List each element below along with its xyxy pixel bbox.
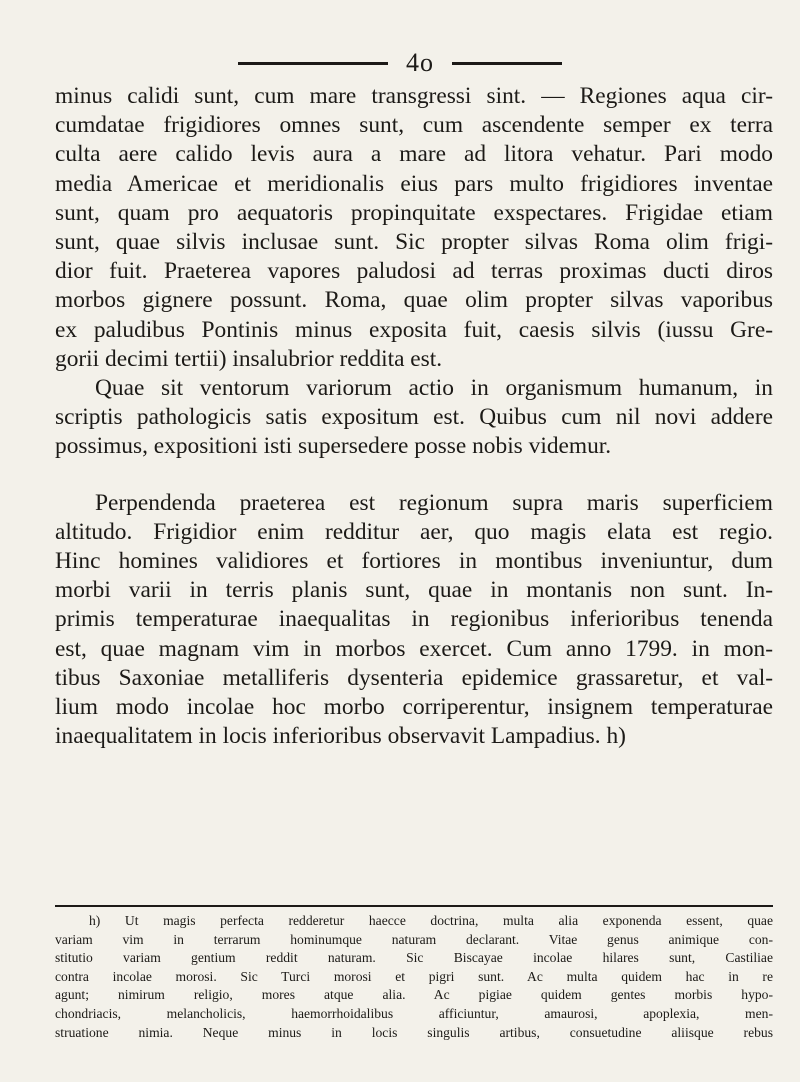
paragraph-1 [55,82,773,374]
footnote-line: h) Ut magis perfecta redderetur haecce doctrina, multa alia exponenda essent, quae [89,913,773,928]
text-line: Quae sit ventorum variorum actio in organismum humanum, in [95,375,773,402]
text-line: morbos gignere possunt. Roma, quae olim propter silvas vaporibus [55,287,773,314]
footnote-line: struatione nimia. Neque minus in locis singulis artibus, consuetudine aliisque rebus [55,1024,773,1040]
text-line: tibus Saxoniae metalliferis dysenteria epidemice grassaretur, et val- [55,664,773,691]
text-line: media Americae et meridionalis eius pars multo frigidiores inventae [55,170,773,197]
text-line: scriptis pathologicis satis expositum est. Quibus cum nil novi addere [55,404,773,431]
footnote-line: stitutio variam gentium reddit naturam. Sic Biscayae incolae hilares sunt, Castiliae [55,950,773,966]
text-line: Perpendenda praeterea est regionum supra maris superficiem [95,489,773,516]
text-line: dior fuit. Praeterea vapores paludosi ad terras proximas ducti diros [55,258,773,285]
footnote-line: contra incolae morosi. Sic Turci morosi et pigri sunt. Ac multa quidem hac in re [55,968,773,984]
text-line: altitudo. Frigidior enim redditur aer, quo magis elata est regio. [55,518,773,545]
text-line: gorii decimi tertii) insalubrior reddita est. [55,345,443,372]
text-line: sunt, quae silvis inclusae sunt. Sic propter silvas Roma olim frigi- [55,229,773,256]
text-line: inaequalitatem in locis inferioribus observavit Lampadius. h) [55,723,626,750]
text-line: culta aere calido levis aura a mare ad litora vehatur. Pari modo [55,141,773,168]
text-line: est, quae magnam vim in morbos exercet. Cum anno 1799. in mon- [55,635,773,662]
header-rule-right [452,62,562,65]
text-line: morbi varii in terris planis sunt, quae in montanis non sunt. In- [55,577,773,604]
page-header [0,48,800,78]
footnote-line: chondriacis, melancholicis, haemorrhoidalibus afficiuntur, amaurosi, apoplexia, men- [55,1005,773,1021]
text-line: cumdatae frigidiores omnes sunt, cum ascendente semper ex terra [55,112,773,139]
paragraph-2 [55,374,773,462]
footnote [55,905,773,1042]
page-number: 4o [406,48,434,77]
footnote-line: agunt; nimirum religio, mores atque alia. Ac pigiae quidem gentes morbis hypo- [55,987,773,1003]
paragraph-3 [55,489,773,752]
text-line: Hinc homines validiores et fortiores in montibus inveniuntur, dum [55,548,773,575]
text-line: primis temperaturae inaequalitas in regionibus inferioribus tenenda [55,606,773,633]
text-line: lium modo incolae hoc morbo corriperentur, insignem temperaturae [55,694,773,721]
text-line: ex paludibus Pontinis minus exposita fuit, caesis silvis (iussu Gre- [55,316,773,343]
text-line: minus calidi sunt, cum mare transgressi sint. — Regiones aqua cir- [55,83,773,109]
text-line: sunt, quam pro aequatoris propinquitate exspectares. Frigidae etiam [55,199,773,226]
header-rule-left [238,62,388,65]
main-text [55,82,773,751]
footnote-line: variam vim in terrarum hominumque naturam declarant. Vitae genus animique con- [55,931,773,947]
text-line: possimus, expositioni isti supersedere posse nobis videmur. [55,433,612,460]
